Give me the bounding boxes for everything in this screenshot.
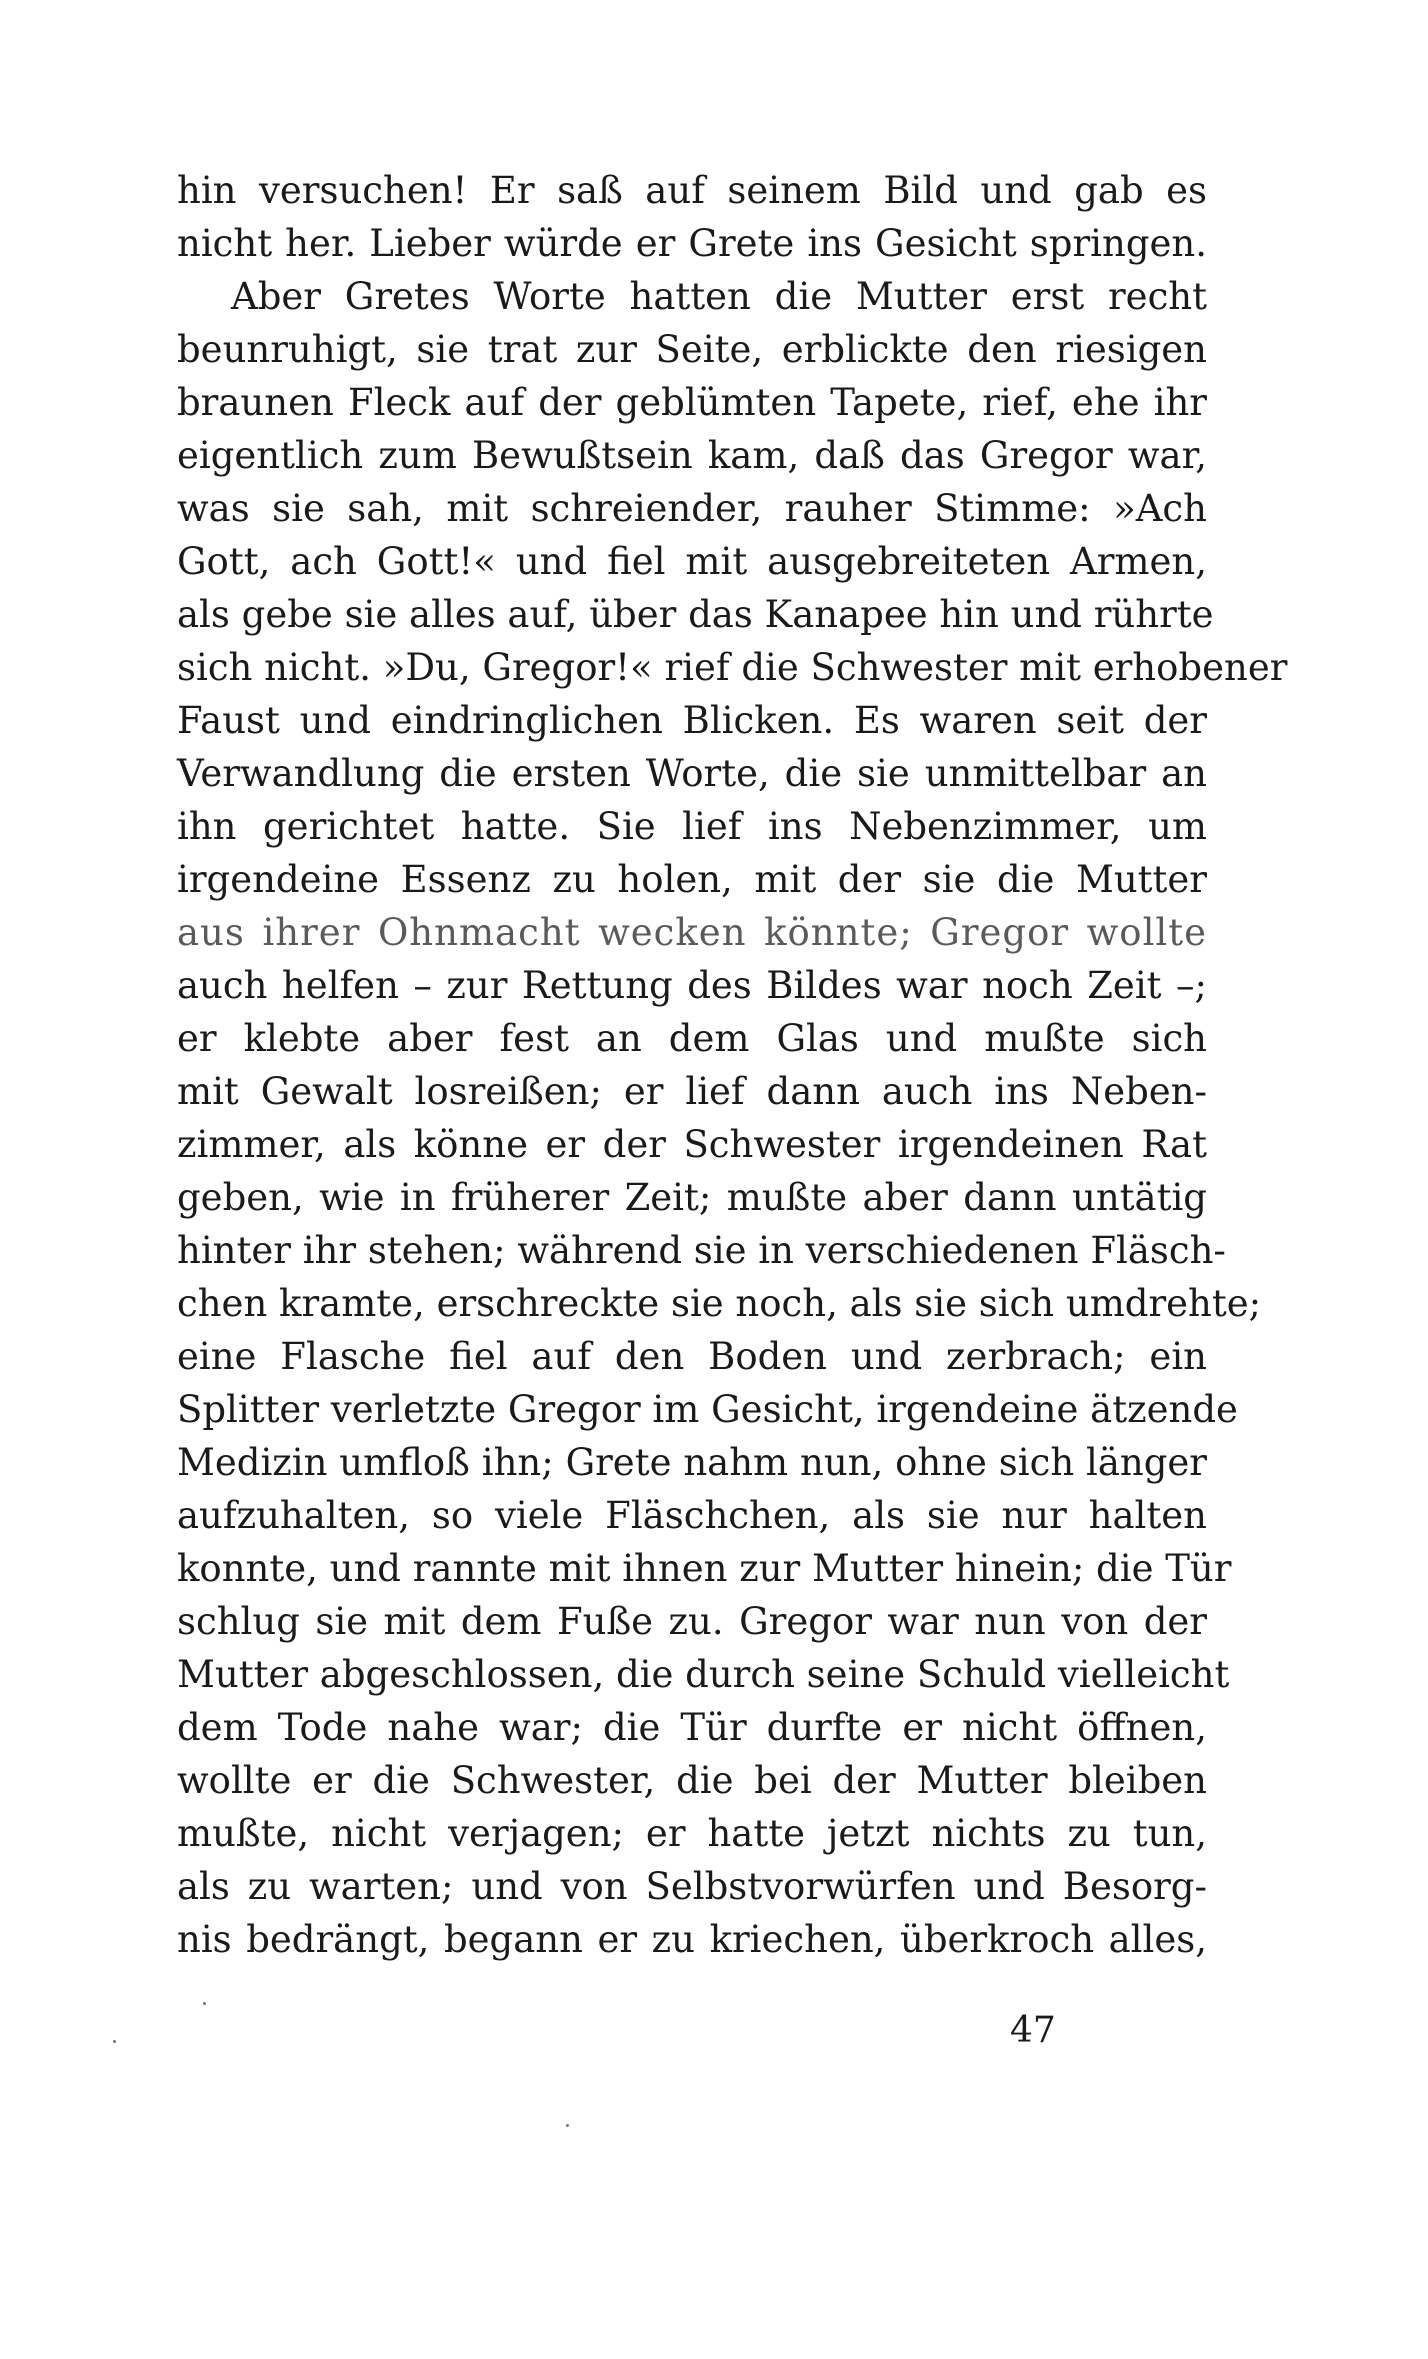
ink-speck xyxy=(566,2124,569,2127)
text-line: dem Tode nahe war; die Tür durfte er nicht öffnen, xyxy=(177,1706,1207,1749)
text-line: sich nicht. »Du, Gregor!« rief die Schwester mit erhobener xyxy=(177,646,1288,689)
text-line: ihn gerichtet hatte. Sie lief ins Nebenzimmer, um xyxy=(177,805,1207,848)
text-line: schlug sie mit dem Fuße zu. Gregor war nun von der xyxy=(177,1600,1207,1643)
body-text xyxy=(177,164,1288,1966)
text-line: eine Flasche fiel auf den Boden und zerbrach; ein xyxy=(177,1335,1207,1378)
text-line: Faust und eindringlichen Blicken. Es waren seit der xyxy=(177,699,1207,742)
text-line: mit Gewalt losreißen; er lief dann auch ins Neben- xyxy=(177,1070,1207,1113)
text-line-faded: aus ihrer Ohnmacht wecken könnte; Gregor wollte xyxy=(177,911,1207,954)
text-line: auch helfen – zur Rettung des Bildes war noch Zeit –; xyxy=(177,964,1207,1007)
text-line: hinter ihr stehen; während sie in verschiedenen Fläsch- xyxy=(177,1229,1226,1272)
page-number: 47 xyxy=(1010,2010,1056,2051)
text-line: geben, wie in früherer Zeit; mußte aber dann untätig xyxy=(177,1176,1207,1219)
text-line: Mutter abgeschlossen, die durch seine Schuld vielleicht xyxy=(177,1653,1230,1696)
text-line: er klebte aber fest an dem Glas und mußte sich xyxy=(177,1017,1207,1060)
text-line: eigentlich zum Bewußtsein kam, daß das Gregor war, xyxy=(177,434,1207,477)
text-line: hin versuchen! Er saß auf seinem Bild und gab es xyxy=(177,169,1207,212)
text-line: beunruhigt, sie trat zur Seite, erblickte den riesigen xyxy=(177,328,1207,371)
text-line: Verwandlung die ersten Worte, die sie unmittelbar an xyxy=(177,752,1207,795)
text-line: Splitter verletzte Gregor im Gesicht, irgendeine ätzende xyxy=(177,1388,1238,1431)
text-line: Gott, ach Gott!« und fiel mit ausgebreiteten Armen, xyxy=(177,540,1207,583)
text-line: chen kramte, erschreckte sie noch, als sie sich umdrehte; xyxy=(177,1282,1262,1325)
text-line: zimmer, als könne er der Schwester irgendeinen Rat xyxy=(177,1123,1207,1166)
text-line: als gebe sie alles auf, über das Kanapee hin und rührte xyxy=(177,593,1214,636)
text-line: braunen Fleck auf der geblümten Tapete, rief, ehe ihr xyxy=(177,381,1207,424)
text-line: aufzuhalten, so viele Fläschchen, als sie nur halten xyxy=(177,1494,1207,1537)
ink-speck xyxy=(203,2002,206,2005)
text-line: wollte er die Schwester, die bei der Mutter bleiben xyxy=(177,1759,1207,1802)
text-line: konnte, und rannte mit ihnen zur Mutter hinein; die Tür xyxy=(177,1547,1232,1590)
text-line: nis bedrängt, begann er zu kriechen, überkroch alles, xyxy=(177,1918,1207,1961)
text-line: irgendeine Essenz zu holen, mit der sie die Mutter xyxy=(177,858,1207,901)
text-line-paragraph-start: Aber Gretes Worte hatten die Mutter erst recht xyxy=(231,275,1207,318)
text-line: was sie sah, mit schreiender, rauher Stimme: »Ach xyxy=(177,487,1207,530)
text-line: Medizin umfloß ihn; Grete nahm nun, ohne sich länger xyxy=(177,1441,1207,1484)
ink-speck xyxy=(113,2040,116,2043)
text-line: als zu warten; und von Selbstvorwürfen und Besorg- xyxy=(177,1865,1207,1908)
text-line: nicht her. Lieber würde er Grete ins Gesicht springen. xyxy=(177,222,1207,265)
text-line: mußte, nicht verjagen; er hatte jetzt nichts zu tun, xyxy=(177,1812,1207,1855)
